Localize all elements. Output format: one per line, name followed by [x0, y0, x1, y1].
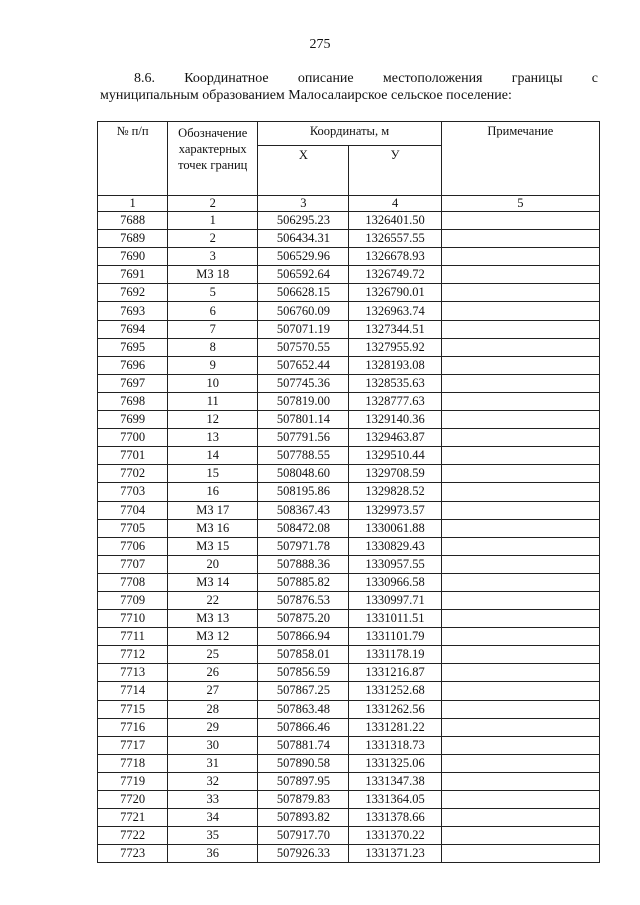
cell-note	[441, 356, 599, 374]
cell-note	[441, 320, 599, 338]
cell-number: 7714	[98, 682, 168, 700]
cell-x: 508472.08	[258, 519, 349, 537]
table-row	[98, 356, 600, 374]
cell-x: 507652.44	[258, 356, 349, 374]
heading-word: описание	[297, 71, 354, 86]
cell-x: 507971.78	[258, 537, 349, 555]
cell-number: 7706	[98, 537, 168, 555]
cell-y: 1329828.52	[349, 483, 441, 501]
table-row	[98, 628, 600, 646]
cell-number: 7695	[98, 338, 168, 356]
table-row	[98, 284, 600, 302]
cell-y: 1331281.22	[349, 718, 441, 736]
cell-designation: 11	[168, 392, 258, 410]
cell-note	[441, 230, 599, 248]
cell-x: 507893.82	[258, 809, 349, 827]
table-row	[98, 392, 600, 410]
cell-number: 7688	[98, 212, 168, 230]
cell-y: 1331101.79	[349, 628, 441, 646]
cell-y: 1328193.08	[349, 356, 441, 374]
cell-note	[441, 266, 599, 284]
cell-note	[441, 718, 599, 736]
column-numbers-row	[98, 196, 600, 212]
cell-number: 7690	[98, 248, 168, 266]
cell-x: 507745.36	[258, 374, 349, 392]
cell-y: 1331364.05	[349, 791, 441, 809]
cell-x: 507876.53	[258, 591, 349, 609]
cell-number: 7719	[98, 772, 168, 790]
cell-designation: 15	[168, 465, 258, 483]
page-number: 275	[309, 37, 331, 52]
cell-x: 506592.64	[258, 266, 349, 284]
cell-designation: МЗ 12	[168, 628, 258, 646]
heading-word: Координатное	[184, 71, 269, 86]
table-row	[98, 212, 600, 230]
cell-number: 7705	[98, 519, 168, 537]
cell-designation: 29	[168, 718, 258, 736]
cell-x: 507875.20	[258, 610, 349, 628]
cell-y: 1330997.71	[349, 591, 441, 609]
cell-note	[441, 700, 599, 718]
cell-y: 1327344.51	[349, 320, 441, 338]
cell-y: 1326678.93	[349, 248, 441, 266]
cell-x: 508367.43	[258, 501, 349, 519]
cell-note	[441, 284, 599, 302]
cell-designation: 30	[168, 736, 258, 754]
cell-y: 1331216.87	[349, 664, 441, 682]
cell-number: 7722	[98, 827, 168, 845]
cell-note	[441, 429, 599, 447]
table-row	[98, 338, 600, 356]
heading-line-1	[100, 70, 598, 87]
table-row	[98, 230, 600, 248]
cell-number: 7691	[98, 266, 168, 284]
table-row	[98, 429, 600, 447]
cell-designation: МЗ 15	[168, 537, 258, 555]
heading-line-2: муниципальным образованием Малосалаирское сельское поселение:	[100, 88, 512, 103]
cell-designation: 2	[168, 230, 258, 248]
cell-number: 7709	[98, 591, 168, 609]
table-row	[98, 610, 600, 628]
cell-designation: 14	[168, 447, 258, 465]
cell-note	[441, 809, 599, 827]
cell-y: 1328535.63	[349, 374, 441, 392]
header-x: X	[258, 146, 349, 196]
table-row	[98, 248, 600, 266]
cell-note	[441, 302, 599, 320]
cell-y: 1329973.57	[349, 501, 441, 519]
cell-x: 507819.00	[258, 392, 349, 410]
heading-word: границы	[511, 71, 563, 86]
cell-designation: МЗ 16	[168, 519, 258, 537]
cell-number: 7692	[98, 284, 168, 302]
table-row	[98, 682, 600, 700]
cell-note	[441, 827, 599, 845]
cell-designation: 33	[168, 791, 258, 809]
cell-number: 7721	[98, 809, 168, 827]
section-number: 8.6.	[134, 71, 155, 86]
cell-number: 7720	[98, 791, 168, 809]
cell-y: 1331011.51	[349, 610, 441, 628]
cell-number: 7698	[98, 392, 168, 410]
cell-y: 1326790.01	[349, 284, 441, 302]
cell-number: 7699	[98, 411, 168, 429]
cell-number: 7701	[98, 447, 168, 465]
cell-x: 506628.15	[258, 284, 349, 302]
column-number: 2	[168, 196, 258, 212]
table-row	[98, 555, 600, 573]
cell-note	[441, 555, 599, 573]
cell-number: 7713	[98, 664, 168, 682]
cell-note	[441, 664, 599, 682]
cell-number: 7689	[98, 230, 168, 248]
table-body	[98, 212, 600, 863]
cell-designation: 25	[168, 646, 258, 664]
cell-designation: 32	[168, 772, 258, 790]
table-row	[98, 374, 600, 392]
cell-note	[441, 501, 599, 519]
cell-note	[441, 772, 599, 790]
cell-designation: 27	[168, 682, 258, 700]
cell-number: 7711	[98, 628, 168, 646]
cell-x: 507791.56	[258, 429, 349, 447]
cell-x: 507788.55	[258, 447, 349, 465]
cell-note	[441, 791, 599, 809]
table-row	[98, 791, 600, 809]
cell-x: 507866.94	[258, 628, 349, 646]
cell-note	[441, 628, 599, 646]
cell-designation: 34	[168, 809, 258, 827]
heading-word: с	[591, 71, 598, 86]
cell-number: 7693	[98, 302, 168, 320]
header-y: У	[349, 146, 441, 196]
cell-y: 1329510.44	[349, 447, 441, 465]
cell-designation: 1	[168, 212, 258, 230]
table-row	[98, 320, 600, 338]
cell-x: 507888.36	[258, 555, 349, 573]
cell-x: 507879.83	[258, 791, 349, 809]
cell-designation: 28	[168, 700, 258, 718]
cell-y: 1330966.58	[349, 573, 441, 591]
column-number: 4	[349, 196, 441, 212]
cell-y: 1327955.92	[349, 338, 441, 356]
cell-x: 506434.31	[258, 230, 349, 248]
cell-note	[441, 374, 599, 392]
cell-y: 1329140.36	[349, 411, 441, 429]
header-coordinates: Координаты, м	[258, 122, 441, 146]
cell-x: 507890.58	[258, 754, 349, 772]
cell-note	[441, 212, 599, 230]
cell-y: 1328777.63	[349, 392, 441, 410]
cell-note	[441, 646, 599, 664]
cell-note	[441, 392, 599, 410]
table-row	[98, 519, 600, 537]
cell-designation: 3	[168, 248, 258, 266]
table-row	[98, 573, 600, 591]
cell-y: 1331370.22	[349, 827, 441, 845]
table-row	[98, 700, 600, 718]
cell-y: 1330061.88	[349, 519, 441, 537]
cell-number: 7723	[98, 845, 168, 863]
cell-y: 1331252.68	[349, 682, 441, 700]
cell-y: 1331378.66	[349, 809, 441, 827]
cell-designation: 6	[168, 302, 258, 320]
cell-note	[441, 736, 599, 754]
cell-number: 7718	[98, 754, 168, 772]
cell-note	[441, 754, 599, 772]
cell-note	[441, 483, 599, 501]
table-row	[98, 827, 600, 845]
cell-y: 1326749.72	[349, 266, 441, 284]
table-row	[98, 411, 600, 429]
cell-x: 507867.25	[258, 682, 349, 700]
cell-y: 1331347.38	[349, 772, 441, 790]
cell-note	[441, 610, 599, 628]
table-row	[98, 591, 600, 609]
cell-number: 7715	[98, 700, 168, 718]
table-row	[98, 465, 600, 483]
cell-designation: 22	[168, 591, 258, 609]
cell-x: 508048.60	[258, 465, 349, 483]
table-row	[98, 646, 600, 664]
column-number: 1	[98, 196, 168, 212]
cell-x: 507570.55	[258, 338, 349, 356]
header-note: Примечание	[441, 122, 599, 196]
cell-number: 7717	[98, 736, 168, 754]
cell-note	[441, 845, 599, 863]
table-row	[98, 266, 600, 284]
cell-y: 1331325.06	[349, 754, 441, 772]
cell-designation: МЗ 14	[168, 573, 258, 591]
cell-designation: МЗ 18	[168, 266, 258, 284]
cell-y: 1331318.73	[349, 736, 441, 754]
cell-designation: 10	[168, 374, 258, 392]
cell-note	[441, 573, 599, 591]
cell-designation: 31	[168, 754, 258, 772]
table-row	[98, 754, 600, 772]
cell-x: 507917.70	[258, 827, 349, 845]
cell-note	[441, 248, 599, 266]
cell-note	[441, 537, 599, 555]
coordinates-table	[97, 121, 600, 863]
cell-x: 507856.59	[258, 664, 349, 682]
cell-x: 507801.14	[258, 411, 349, 429]
section-heading	[100, 70, 598, 104]
cell-number: 7694	[98, 320, 168, 338]
cell-x: 506529.96	[258, 248, 349, 266]
cell-x: 508195.86	[258, 483, 349, 501]
cell-x: 507071.19	[258, 320, 349, 338]
cell-y: 1326557.55	[349, 230, 441, 248]
cell-x: 507863.48	[258, 700, 349, 718]
cell-x: 507885.82	[258, 573, 349, 591]
table-row	[98, 447, 600, 465]
cell-note	[441, 447, 599, 465]
cell-designation: 35	[168, 827, 258, 845]
table-row	[98, 302, 600, 320]
cell-x: 507881.74	[258, 736, 349, 754]
cell-x: 507866.46	[258, 718, 349, 736]
cell-note	[441, 465, 599, 483]
header-designation: Обозначение характерных точек границ	[168, 122, 258, 196]
heading-word: местоположения	[382, 71, 483, 86]
table-row	[98, 718, 600, 736]
cell-designation: 20	[168, 555, 258, 573]
table-row	[98, 664, 600, 682]
cell-y: 1329463.87	[349, 429, 441, 447]
cell-note	[441, 682, 599, 700]
cell-note	[441, 411, 599, 429]
cell-designation: 12	[168, 411, 258, 429]
cell-designation: 9	[168, 356, 258, 374]
cell-x: 506295.23	[258, 212, 349, 230]
cell-note	[441, 519, 599, 537]
cell-designation: МЗ 17	[168, 501, 258, 519]
cell-y: 1331371.23	[349, 845, 441, 863]
cell-designation: 5	[168, 284, 258, 302]
table-row	[98, 772, 600, 790]
cell-designation: 13	[168, 429, 258, 447]
cell-y: 1326401.50	[349, 212, 441, 230]
cell-note	[441, 338, 599, 356]
cell-number: 7703	[98, 483, 168, 501]
cell-y: 1331262.56	[349, 700, 441, 718]
cell-x: 507926.33	[258, 845, 349, 863]
cell-number: 7716	[98, 718, 168, 736]
cell-designation: МЗ 13	[168, 610, 258, 628]
table-row	[98, 501, 600, 519]
table-row	[98, 483, 600, 501]
cell-y: 1330957.55	[349, 555, 441, 573]
cell-number: 7710	[98, 610, 168, 628]
cell-x: 507858.01	[258, 646, 349, 664]
cell-number: 7712	[98, 646, 168, 664]
cell-number: 7708	[98, 573, 168, 591]
column-number: 3	[258, 196, 349, 212]
cell-number: 7702	[98, 465, 168, 483]
table-row	[98, 537, 600, 555]
cell-designation: 16	[168, 483, 258, 501]
cell-designation: 7	[168, 320, 258, 338]
cell-y: 1326963.74	[349, 302, 441, 320]
cell-number: 7696	[98, 356, 168, 374]
cell-designation: 26	[168, 664, 258, 682]
cell-x: 507897.95	[258, 772, 349, 790]
column-number: 5	[441, 196, 599, 212]
table-row	[98, 736, 600, 754]
cell-y: 1330829.43	[349, 537, 441, 555]
cell-number: 7707	[98, 555, 168, 573]
cell-y: 1331178.19	[349, 646, 441, 664]
cell-number: 7704	[98, 501, 168, 519]
cell-designation: 8	[168, 338, 258, 356]
table-row	[98, 845, 600, 863]
cell-x: 506760.09	[258, 302, 349, 320]
cell-number: 7700	[98, 429, 168, 447]
header-number: № п/п	[98, 122, 168, 196]
cell-designation: 36	[168, 845, 258, 863]
cell-y: 1329708.59	[349, 465, 441, 483]
table-row	[98, 809, 600, 827]
cell-note	[441, 591, 599, 609]
cell-number: 7697	[98, 374, 168, 392]
